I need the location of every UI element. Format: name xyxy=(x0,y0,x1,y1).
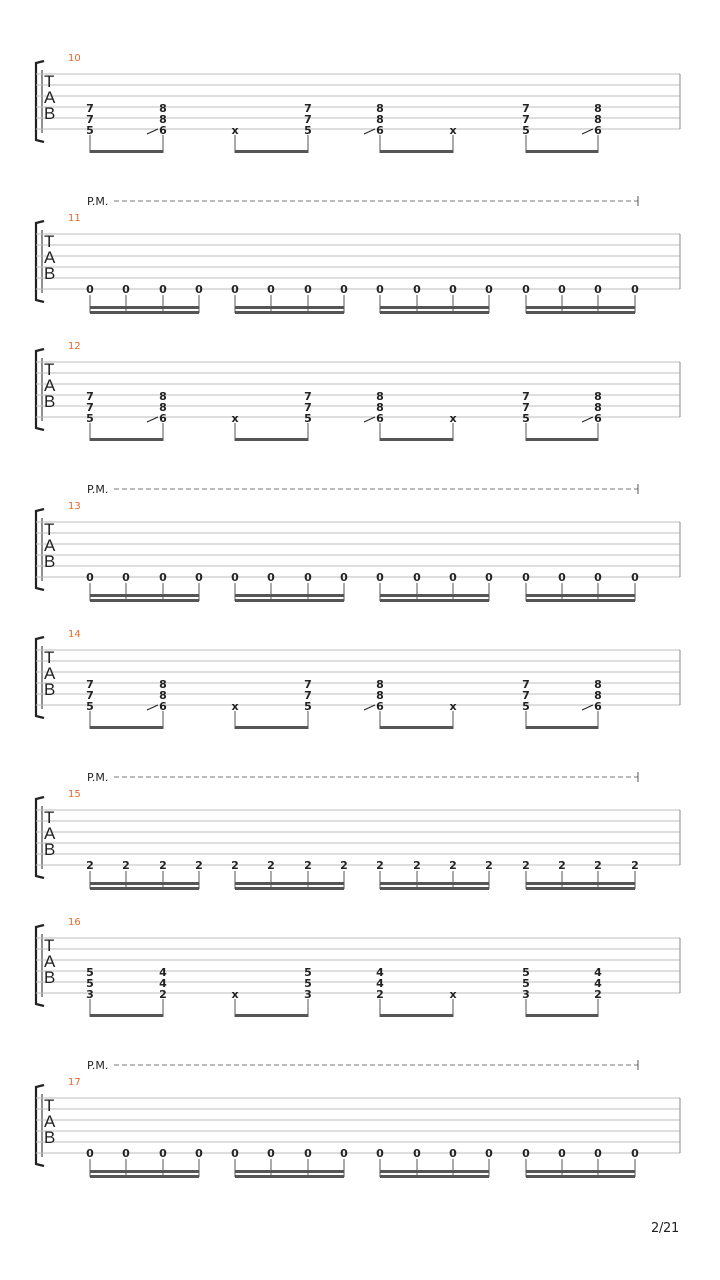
palm-mute-label: P.M. xyxy=(87,483,109,496)
fret-number: 0 xyxy=(558,1147,566,1160)
fret-number: 0 xyxy=(304,283,312,296)
beam xyxy=(380,311,489,314)
dead-note: x xyxy=(231,988,239,1001)
fret-number: 2 xyxy=(340,859,348,872)
fret-number: 7 xyxy=(86,689,94,702)
beam xyxy=(526,438,598,441)
fret-number: 3 xyxy=(304,988,312,1001)
beam xyxy=(526,1175,635,1178)
measure-number: 14 xyxy=(68,629,81,640)
beam xyxy=(235,311,344,314)
fret-number: 0 xyxy=(231,283,239,296)
fret-number: 3 xyxy=(86,988,94,1001)
tab-clef-letter: A xyxy=(44,248,56,267)
fret-number: 8 xyxy=(159,401,167,414)
fret-number: 0 xyxy=(122,283,130,296)
measure-number: 17 xyxy=(68,1077,81,1088)
system-bracket xyxy=(36,925,44,1006)
fret-number: 0 xyxy=(195,571,203,584)
slide-mark xyxy=(582,417,593,422)
beam xyxy=(380,150,453,153)
fret-number: 0 xyxy=(340,1147,348,1160)
tab-system-17 xyxy=(36,1059,680,1178)
fret-number: 0 xyxy=(340,283,348,296)
beam xyxy=(380,882,489,885)
beam xyxy=(526,1014,598,1017)
page-number: 2/21 xyxy=(651,1221,679,1236)
fret-number: 2 xyxy=(122,859,130,872)
tab-clef-letter: B xyxy=(44,840,56,859)
beam xyxy=(235,887,344,890)
fret-number: 6 xyxy=(376,412,384,425)
tab-clef-letter: A xyxy=(44,952,56,971)
beam xyxy=(90,150,163,153)
fret-number: 8 xyxy=(376,401,384,414)
fret-number: 0 xyxy=(485,283,493,296)
fret-number: 0 xyxy=(340,571,348,584)
fret-number: 2 xyxy=(631,859,639,872)
tab-clef-letter: T xyxy=(44,360,55,379)
fret-number: 7 xyxy=(86,113,94,126)
measure-number: 10 xyxy=(68,53,81,64)
fret-number: 2 xyxy=(594,859,602,872)
fret-number: 0 xyxy=(558,571,566,584)
beam xyxy=(380,1170,489,1173)
beam xyxy=(380,726,453,729)
tab-system-16 xyxy=(36,917,680,1017)
fret-number: 0 xyxy=(195,1147,203,1160)
fret-number: 0 xyxy=(449,571,457,584)
beam xyxy=(90,726,163,729)
fret-number: 0 xyxy=(449,283,457,296)
fret-number: 7 xyxy=(86,401,94,414)
tab-clef-letter: B xyxy=(44,680,56,699)
system-bracket xyxy=(36,509,44,590)
beam xyxy=(235,438,308,441)
fret-number: 6 xyxy=(594,412,602,425)
fret-number: 0 xyxy=(558,283,566,296)
fret-number: 0 xyxy=(86,1147,94,1160)
fret-number: 7 xyxy=(522,102,530,115)
fret-number: 5 xyxy=(304,700,312,713)
slide-mark xyxy=(364,705,375,710)
slide-mark xyxy=(582,129,593,134)
fret-number: 0 xyxy=(485,571,493,584)
beam xyxy=(526,311,635,314)
beam xyxy=(90,887,199,890)
fret-number: 0 xyxy=(594,571,602,584)
fret-number: 8 xyxy=(594,689,602,702)
tab-clef-letter: B xyxy=(44,968,56,987)
fret-number: 4 xyxy=(594,966,602,979)
slide-mark xyxy=(147,417,158,422)
fret-number: 0 xyxy=(159,1147,167,1160)
beam xyxy=(90,311,199,314)
fret-number: 2 xyxy=(594,988,602,1001)
beam xyxy=(526,882,635,885)
fret-number: 7 xyxy=(86,678,94,691)
fret-number: 0 xyxy=(122,571,130,584)
fret-number: 0 xyxy=(522,571,530,584)
beam xyxy=(526,726,598,729)
fret-number: 7 xyxy=(522,401,530,414)
fret-number: 0 xyxy=(267,571,275,584)
beam xyxy=(235,1175,344,1178)
fret-number: 8 xyxy=(376,390,384,403)
palm-mute-label: P.M. xyxy=(87,195,109,208)
fret-number: 2 xyxy=(267,859,275,872)
fret-number: 2 xyxy=(159,859,167,872)
fret-number: 5 xyxy=(86,412,94,425)
beam xyxy=(90,1014,163,1017)
fret-number: 5 xyxy=(522,700,530,713)
fret-number: 7 xyxy=(86,102,94,115)
fret-number: 0 xyxy=(522,283,530,296)
fret-number: 2 xyxy=(376,859,384,872)
fret-number: 0 xyxy=(122,1147,130,1160)
fret-number: 8 xyxy=(376,689,384,702)
fret-number: 5 xyxy=(86,700,94,713)
beam xyxy=(380,1014,453,1017)
slide-mark xyxy=(582,705,593,710)
fret-number: 2 xyxy=(231,859,239,872)
beam xyxy=(235,1014,308,1017)
tab-clef-letter: T xyxy=(44,936,55,955)
tab-clef-letter: B xyxy=(44,552,56,571)
fret-number: 6 xyxy=(594,700,602,713)
fret-number: 7 xyxy=(304,102,312,115)
system-bracket xyxy=(36,1085,44,1166)
fret-number: 7 xyxy=(86,390,94,403)
fret-number: 7 xyxy=(304,113,312,126)
fret-number: 5 xyxy=(522,412,530,425)
tab-system-13 xyxy=(36,483,680,602)
tab-system-12 xyxy=(36,341,680,441)
fret-number: 8 xyxy=(159,102,167,115)
fret-number: 8 xyxy=(594,390,602,403)
fret-number: 5 xyxy=(522,966,530,979)
tab-clef-letter: B xyxy=(44,264,56,283)
fret-number: 0 xyxy=(413,1147,421,1160)
fret-number: 2 xyxy=(376,988,384,1001)
fret-number: 8 xyxy=(159,678,167,691)
tab-clef-letter: T xyxy=(44,808,55,827)
fret-number: 0 xyxy=(159,571,167,584)
fret-number: 2 xyxy=(304,859,312,872)
system-bracket xyxy=(36,797,44,878)
system-bracket xyxy=(36,221,44,302)
tab-system-14 xyxy=(36,629,680,729)
fret-number: 7 xyxy=(304,390,312,403)
fret-number: 6 xyxy=(376,124,384,137)
fret-number: 0 xyxy=(376,571,384,584)
fret-number: 8 xyxy=(376,113,384,126)
dead-note: x xyxy=(449,124,457,137)
dead-note: x xyxy=(231,412,239,425)
fret-number: 2 xyxy=(159,988,167,1001)
fret-number: 5 xyxy=(304,966,312,979)
measure-number: 12 xyxy=(68,341,81,352)
beam xyxy=(380,1175,489,1178)
beam xyxy=(526,150,598,153)
fret-number: 6 xyxy=(376,700,384,713)
fret-number: 6 xyxy=(594,124,602,137)
fret-number: 5 xyxy=(304,412,312,425)
tab-clef-letter: A xyxy=(44,1112,56,1131)
tab-clef-letter: T xyxy=(44,72,55,91)
tab-clef-letter: T xyxy=(44,1096,55,1115)
fret-number: 4 xyxy=(376,977,384,990)
fret-number: 2 xyxy=(485,859,493,872)
tab-clef-letter: A xyxy=(44,824,56,843)
fret-number: 0 xyxy=(231,1147,239,1160)
fret-number: 0 xyxy=(195,283,203,296)
fret-number: 0 xyxy=(304,571,312,584)
beam xyxy=(380,594,489,597)
fret-number: 8 xyxy=(159,689,167,702)
beam xyxy=(380,599,489,602)
beam xyxy=(235,726,308,729)
tab-clef-letter: T xyxy=(44,648,55,667)
beam xyxy=(380,887,489,890)
measure-number: 15 xyxy=(68,789,81,800)
tab-clef-letter: A xyxy=(44,664,56,683)
fret-number: 0 xyxy=(594,283,602,296)
fret-number: 8 xyxy=(594,113,602,126)
fret-number: 0 xyxy=(376,283,384,296)
dead-note: x xyxy=(231,124,239,137)
system-bracket xyxy=(36,349,44,430)
beam xyxy=(90,438,163,441)
beam xyxy=(526,599,635,602)
beam xyxy=(526,306,635,309)
fret-number: 5 xyxy=(86,966,94,979)
beam xyxy=(526,594,635,597)
tab-clef-letter: A xyxy=(44,536,56,555)
beam xyxy=(235,594,344,597)
fret-number: 5 xyxy=(522,124,530,137)
fret-number: 8 xyxy=(594,401,602,414)
measure-number: 13 xyxy=(68,501,81,512)
tab-system-10 xyxy=(36,53,680,153)
fret-number: 0 xyxy=(594,1147,602,1160)
beam xyxy=(526,887,635,890)
beam xyxy=(235,599,344,602)
palm-mute-label: P.M. xyxy=(87,771,109,784)
fret-number: 0 xyxy=(631,283,639,296)
fret-number: 2 xyxy=(522,859,530,872)
fret-number: 8 xyxy=(594,678,602,691)
dead-note: x xyxy=(449,700,457,713)
fret-number: 8 xyxy=(159,390,167,403)
fret-number: 6 xyxy=(159,700,167,713)
fret-number: 4 xyxy=(159,977,167,990)
beam xyxy=(90,594,199,597)
tab-clef-letter: A xyxy=(44,88,56,107)
beam xyxy=(235,882,344,885)
fret-number: 8 xyxy=(594,102,602,115)
fret-number: 0 xyxy=(267,283,275,296)
palm-mute-label: P.M. xyxy=(87,1059,109,1072)
fret-number: 0 xyxy=(86,571,94,584)
fret-number: 7 xyxy=(522,390,530,403)
fret-number: 2 xyxy=(195,859,203,872)
fret-number: 0 xyxy=(304,1147,312,1160)
beam xyxy=(90,599,199,602)
fret-number: 2 xyxy=(449,859,457,872)
fret-number: 8 xyxy=(376,102,384,115)
fret-number: 4 xyxy=(376,966,384,979)
fret-number: 7 xyxy=(304,678,312,691)
fret-number: 0 xyxy=(413,283,421,296)
fret-number: 6 xyxy=(159,412,167,425)
beam xyxy=(526,1170,635,1173)
tab-system-15 xyxy=(36,771,680,890)
fret-number: 6 xyxy=(159,124,167,137)
fret-number: 7 xyxy=(304,401,312,414)
fret-number: 0 xyxy=(267,1147,275,1160)
measure-number: 11 xyxy=(68,213,81,224)
tab-clef-letter: A xyxy=(44,376,56,395)
slide-mark xyxy=(147,129,158,134)
beam xyxy=(90,1175,199,1178)
beam xyxy=(380,306,489,309)
beam xyxy=(235,1170,344,1173)
beam xyxy=(235,150,308,153)
fret-number: 7 xyxy=(522,678,530,691)
fret-number: 7 xyxy=(522,689,530,702)
beam xyxy=(90,306,199,309)
fret-number: 0 xyxy=(449,1147,457,1160)
system-bracket xyxy=(36,637,44,718)
tab-clef-letter: T xyxy=(44,520,55,539)
measure-number: 16 xyxy=(68,917,81,928)
dead-note: x xyxy=(449,988,457,1001)
fret-number: 0 xyxy=(159,283,167,296)
fret-number: 0 xyxy=(413,571,421,584)
dead-note: x xyxy=(231,700,239,713)
fret-number: 7 xyxy=(522,113,530,126)
fret-number: 4 xyxy=(594,977,602,990)
fret-number: 8 xyxy=(159,113,167,126)
fret-number: 2 xyxy=(413,859,421,872)
fret-number: 0 xyxy=(376,1147,384,1160)
tab-system-11 xyxy=(36,195,680,314)
beam xyxy=(235,306,344,309)
fret-number: 2 xyxy=(86,859,94,872)
fret-number: 3 xyxy=(522,988,530,1001)
fret-number: 0 xyxy=(631,1147,639,1160)
dead-note: x xyxy=(449,412,457,425)
fret-number: 5 xyxy=(304,124,312,137)
fret-number: 4 xyxy=(159,966,167,979)
fret-number: 0 xyxy=(86,283,94,296)
tab-clef-letter: B xyxy=(44,392,56,411)
slide-mark xyxy=(364,417,375,422)
system-bracket xyxy=(36,61,44,142)
tab-clef-letter: B xyxy=(44,104,56,123)
fret-number: 0 xyxy=(485,1147,493,1160)
slide-mark xyxy=(147,705,158,710)
fret-number: 0 xyxy=(631,571,639,584)
fret-number: 0 xyxy=(522,1147,530,1160)
beam xyxy=(380,438,453,441)
fret-number: 7 xyxy=(304,689,312,702)
fret-number: 5 xyxy=(86,977,94,990)
beam xyxy=(90,1170,199,1173)
fret-number: 0 xyxy=(231,571,239,584)
tab-clef-letter: B xyxy=(44,1128,56,1147)
fret-number: 2 xyxy=(558,859,566,872)
fret-number: 5 xyxy=(522,977,530,990)
tab-clef-letter: T xyxy=(44,232,55,251)
slide-mark xyxy=(364,129,375,134)
fret-number: 5 xyxy=(86,124,94,137)
fret-number: 5 xyxy=(304,977,312,990)
fret-number: 8 xyxy=(376,678,384,691)
beam xyxy=(90,882,199,885)
